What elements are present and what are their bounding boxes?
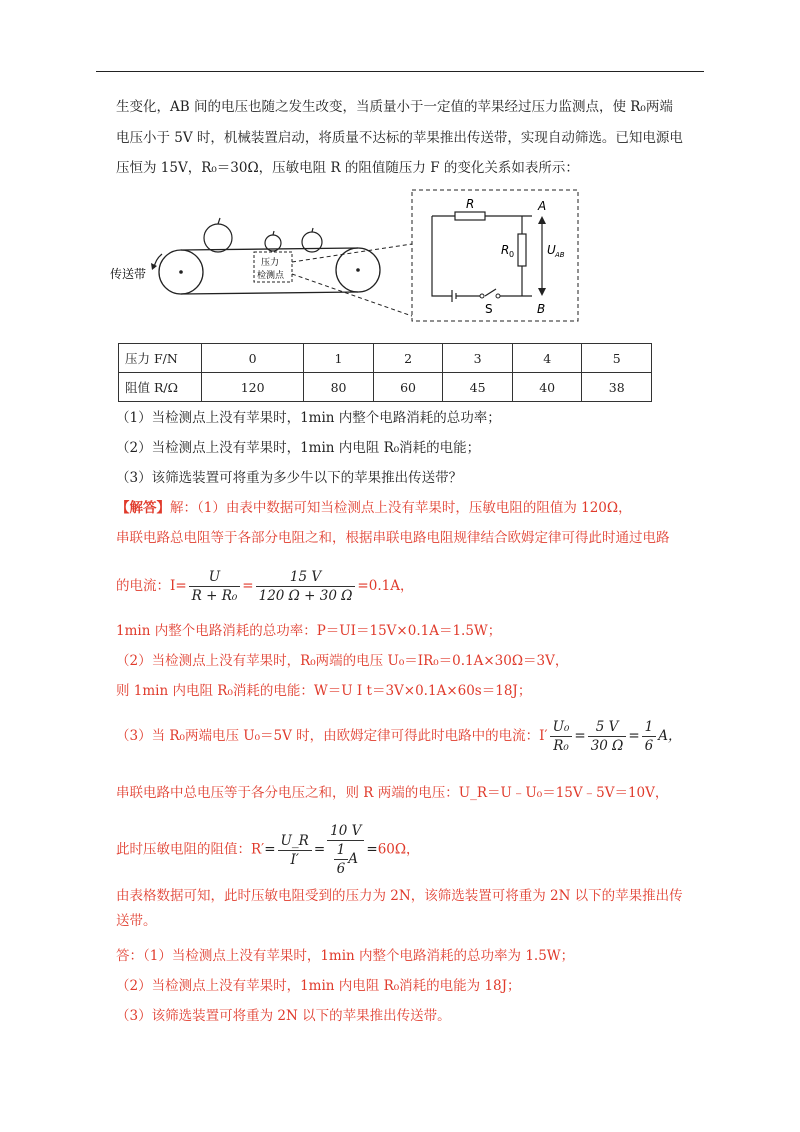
fraction-denominator	[327, 841, 364, 878]
answer-line-2: 串联电路总电阻等于各部分电阻之和，根据串联电路电阻规律结合欧姆定律可得此时通过电路	[116, 530, 670, 546]
fraction-denominator: 6	[644, 738, 654, 754]
nested-fraction	[334, 841, 349, 878]
table-cell: 60	[373, 373, 443, 402]
fraction-numerator: 15 V	[256, 568, 356, 587]
apple-icon	[265, 231, 281, 251]
final-answer-2: （2）当检测点上没有苹果时，1min 内电阻 R₀消耗的电能为 18J；	[116, 978, 521, 994]
answer-line-1	[116, 500, 632, 516]
fraction-numerator: 1	[642, 718, 657, 737]
fraction	[550, 718, 573, 755]
current-2-suffix: A，	[658, 728, 682, 744]
apparatus-figure	[110, 186, 590, 326]
switch-s	[485, 289, 496, 296]
resistance-prefix: 此时压敏电阻的阻值：R′	[116, 841, 265, 858]
answer-text: 解：（1）由表中数据可知当检测点上没有苹果时，压敏电阻的阻值为 120Ω，	[170, 500, 632, 516]
question-3: （3）该筛选装置可将重为多少牛以下的苹果推出传送带？	[116, 470, 463, 486]
answer-line-3: 的电流：I= $\frac{U}{\text{R + R₀}}$ = $\frac{15 V}{120 \Omega + 30 \Omega}$ =0.1A，	[116, 569, 414, 604]
table-cell: 0	[202, 344, 304, 373]
answer-line-5: （2）当检测点上没有苹果时，R₀两端的电压 U₀＝IR₀＝0.1A×30Ω＝3V，	[116, 653, 569, 669]
label-uab: U	[547, 243, 556, 257]
table-cell: 120	[202, 373, 304, 402]
fraction-numerator: 5 V	[588, 718, 627, 737]
current-2-prefix: （3）当 R₀两端电压 U₀＝5V 时，由欧姆定律可得此时电路中的电流：I′	[116, 728, 548, 744]
answer-line-10: 由表格数据可知，此时压敏电阻受到的压力为 2N，该筛选装置可将重为 2N 以下的苹果推出传	[116, 888, 683, 904]
answer-line-7: （3）当 R₀两端电压 U₀＝5V 时，由欧姆定律可得此时电路中的电流：I′ $\frac{\text{U₀}}{\text{R₀}}$ = $\frac{5 V}{30 \Omega}$ = $\frac{1}{6}$ A，	[116, 719, 682, 754]
fraction-denominator: 6	[336, 861, 346, 877]
answer-line-4: 1min 内整个电路消耗的总功率：P＝UI＝15V×0.1A＝1.5W；	[116, 623, 502, 639]
answer-line-11: 送带。	[116, 913, 157, 929]
fraction	[256, 568, 356, 605]
fraction-denominator: I′	[290, 851, 299, 868]
fraction	[327, 822, 364, 878]
table-row-header: 压力 F/N	[119, 344, 202, 373]
fraction-numerator: 10 V	[327, 822, 364, 841]
fraction-denominator: 120 Ω + 30 Ω	[258, 588, 353, 604]
fraction-unit: A	[348, 851, 358, 867]
table-row	[119, 373, 652, 402]
fraction	[278, 832, 312, 869]
fraction	[189, 568, 241, 605]
fraction-denominator: R + R₀	[191, 588, 238, 604]
label-s: S	[485, 302, 493, 316]
fraction	[642, 718, 657, 755]
fraction	[588, 718, 627, 755]
answer-tag: 【解答】	[116, 500, 170, 516]
answer-line-8: 串联电路中总电压等于各分电压之和，则 R 两端的电压：U_R＝U﹣U₀＝15V﹣5V＝10V，	[116, 785, 669, 801]
table-cell: 38	[582, 373, 652, 402]
intro-line-3: 压恒为 15V，R₀＝30Ω，压敏电阻 R 的阻值随压力 F 的变化关系如表所示：	[116, 160, 579, 176]
question-2: （2）当检测点上没有苹果时，1min 内电阻 R₀消耗的电能；	[116, 440, 481, 456]
table-cell: 45	[443, 373, 513, 402]
sensor-label-1: 压力	[261, 258, 280, 268]
label-r0-sub: 0	[509, 250, 515, 259]
table-cell: 2	[373, 344, 443, 373]
intro-line-1: 生变化，AB 间的电压也随之发生改变，当质量小于一定值的苹果经过压力监测点，使 R₀两端	[116, 99, 673, 115]
table-row-header: 阻值 R/Ω	[119, 373, 202, 402]
table-row	[119, 344, 652, 373]
table-cell: 40	[512, 373, 582, 402]
table-cell: 5	[582, 344, 652, 373]
fraction-numerator: U_R	[278, 832, 312, 851]
intro-line-2: 电压小于 5V 时，机械装置启动，将质量不达标的苹果推出传送带，实现自动筛选。已知电源电	[116, 130, 683, 146]
answer-line-9: 此时压敏电阻的阻值：R′= $\frac{U\_R}{I'}$ = 10 V $\frac{1}{6}$ A =60Ω，	[116, 823, 420, 877]
fraction-numerator: U	[189, 568, 241, 587]
table-cell: 3	[443, 344, 513, 373]
label-r0: R	[501, 243, 510, 257]
final-answer-3: （3）该筛选装置可将重为 2N 以下的苹果推出传送带。	[116, 1008, 451, 1024]
resistor-r0	[518, 234, 526, 266]
pressure-resistance-table	[118, 343, 652, 402]
fraction-denominator: R₀	[553, 738, 569, 754]
resistance-suffix: 60Ω，	[377, 841, 420, 858]
final-answer-1: 答：（1）当检测点上没有苹果时，1min 内整个电路消耗的总功率为 1.5W；	[116, 948, 575, 964]
label-r: R	[466, 197, 475, 211]
current-formula-prefix: 的电流：I=	[116, 578, 187, 594]
table-cell: 80	[304, 373, 374, 402]
apple-icon	[204, 218, 232, 252]
header-rule	[96, 71, 704, 72]
label-uab-sub: AB	[555, 251, 565, 259]
question-1: （1）当检测点上没有苹果时，1min 内整个电路消耗的总功率；	[116, 410, 501, 426]
resistor-r	[455, 212, 485, 220]
fraction-denominator: 30 Ω	[590, 738, 624, 754]
answer-line-6: 则 1min 内电阻 R₀消耗的电能：W＝U I t＝3V×0.1A×60s＝18J；	[116, 683, 532, 699]
sensor-label-2: 检测点	[257, 271, 285, 281]
fraction-numerator: U₀	[550, 718, 573, 737]
current-formula-suffix: =0.1A，	[357, 578, 414, 594]
fraction-numerator: 1	[334, 841, 349, 860]
table-cell: 1	[304, 344, 374, 373]
label-a: A	[538, 199, 547, 213]
label-b: B	[537, 302, 546, 316]
table-cell: 4	[512, 344, 582, 373]
belt-label: 传送带	[110, 267, 147, 281]
